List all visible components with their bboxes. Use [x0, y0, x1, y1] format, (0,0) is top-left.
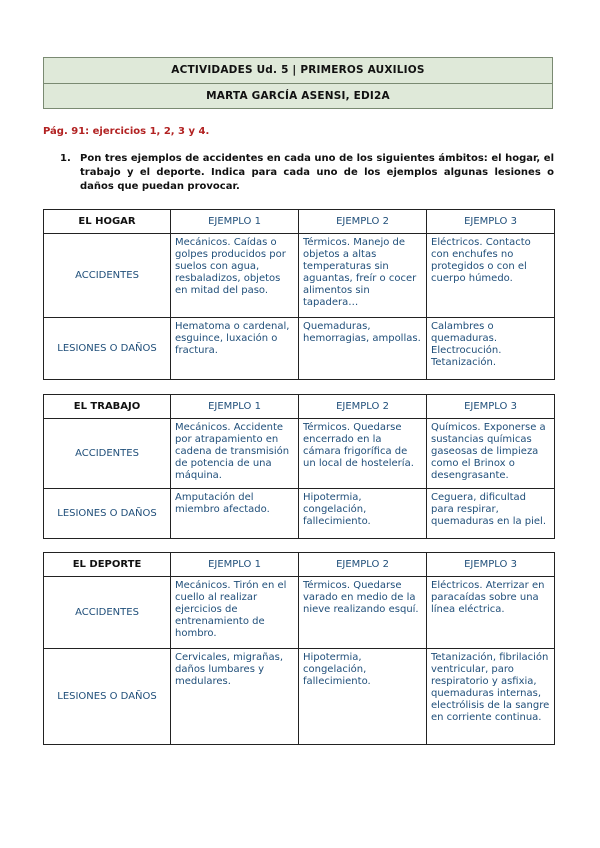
question-1	[62, 152, 554, 194]
table-title: EL TRABAJO	[44, 395, 171, 419]
table-row	[44, 234, 555, 318]
table-cell: Cervicales, migrañas, daños lumbares y medulares.	[171, 649, 299, 745]
row-label: LESIONES O DAÑOS	[44, 489, 171, 539]
column-header: EJEMPLO 2	[299, 210, 427, 234]
table-row	[44, 419, 555, 489]
row-label: ACCIDENTES	[44, 419, 171, 489]
table-deporte	[43, 552, 555, 745]
question-number: 1.	[60, 153, 71, 164]
table-cell: Mecánicos. Tirón en el cuello al realizar ejercicios de entrenamiento de hombro.	[171, 577, 299, 649]
column-header: EJEMPLO 3	[427, 395, 555, 419]
column-header: EJEMPLO 2	[299, 395, 427, 419]
document-header	[43, 57, 553, 109]
row-label: ACCIDENTES	[44, 577, 171, 649]
table-cell: Hematoma o cardenal, esguince, luxación o fractura.	[171, 318, 299, 380]
table-cell: Térmicos. Manejo de objetos a altas temperaturas sin aguantas, freír o cocer alimentos sin tapadera…	[299, 234, 427, 318]
page-reference: Pág. 91: ejercicios 1, 2, 3 y 4.	[43, 126, 210, 137]
table-cell: Térmicos. Quedarse encerrado en la cámara frigorífica de un local de hostelería.	[299, 419, 427, 489]
table-title: EL DEPORTE	[44, 553, 171, 577]
table-cell: Tetanización, fibrilación ventricular, paro respiratorio y asfixia, quemaduras internas, electrólisis de la sangre en corriente continua.	[427, 649, 555, 745]
table-cell: Ceguera, dificultad para respirar, quemaduras en la piel.	[427, 489, 555, 539]
header-author: MARTA GARCÍA ASENSI, EDI2A	[206, 90, 390, 102]
table-row	[44, 489, 555, 539]
table-cell: Mecánicos. Caídas o golpes producidos por suelos con agua, resbaladizos, objetos en mitad del paso.	[171, 234, 299, 318]
table-cell: Químicos. Exponerse a sustancias químicas gaseosas de limpieza como el Brinox o desengrasante.	[427, 419, 555, 489]
column-header: EJEMPLO 1	[171, 553, 299, 577]
row-label: LESIONES O DAÑOS	[44, 318, 171, 380]
table-row	[44, 577, 555, 649]
table-cell: Eléctricos. Contacto con enchufes no protegidos o con el cuerpo húmedo.	[427, 234, 555, 318]
column-header: EJEMPLO 3	[427, 210, 555, 234]
column-header: EJEMPLO 1	[171, 210, 299, 234]
table-cell: Calambres o quemaduras. Electrocución. Tetanización.	[427, 318, 555, 380]
table-title: EL HOGAR	[44, 210, 171, 234]
column-header: EJEMPLO 2	[299, 553, 427, 577]
table-cell: Térmicos. Quedarse varado en medio de la nieve realizando esquí.	[299, 577, 427, 649]
table-trabajo	[43, 394, 555, 539]
column-header: EJEMPLO 3	[427, 553, 555, 577]
column-header: EJEMPLO 1	[171, 395, 299, 419]
table-cell: Eléctricos. Aterrizar en paracaídas sobre una línea eléctrica.	[427, 577, 555, 649]
table-cell: Quemaduras, hemorragias, ampollas.	[299, 318, 427, 380]
header-title: ACTIVIDADES Ud. 5 | PRIMEROS AUXILIOS	[44, 58, 552, 84]
table-cell: Hipotermia, congelación, fallecimiento.	[299, 649, 427, 745]
table-hogar	[43, 209, 555, 380]
question-text: Pon tres ejemplos de accidentes en cada uno de los siguientes ámbitos: el hogar, el trabajo y el deporte. Indica para cada uno de los ejemplos algunas lesiones o daños que puedan provocar.	[80, 153, 554, 192]
row-label: LESIONES O DAÑOS	[44, 649, 171, 745]
table-cell: Hipotermia, congelación, fallecimiento.	[299, 489, 427, 539]
table-cell: Mecánicos. Accidente por atrapamiento en cadena de transmisión de potencia de una máquina.	[171, 419, 299, 489]
table-row	[44, 649, 555, 745]
row-label: ACCIDENTES	[44, 234, 171, 318]
table-row	[44, 318, 555, 380]
table-cell: Amputación del miembro afectado.	[171, 489, 299, 539]
